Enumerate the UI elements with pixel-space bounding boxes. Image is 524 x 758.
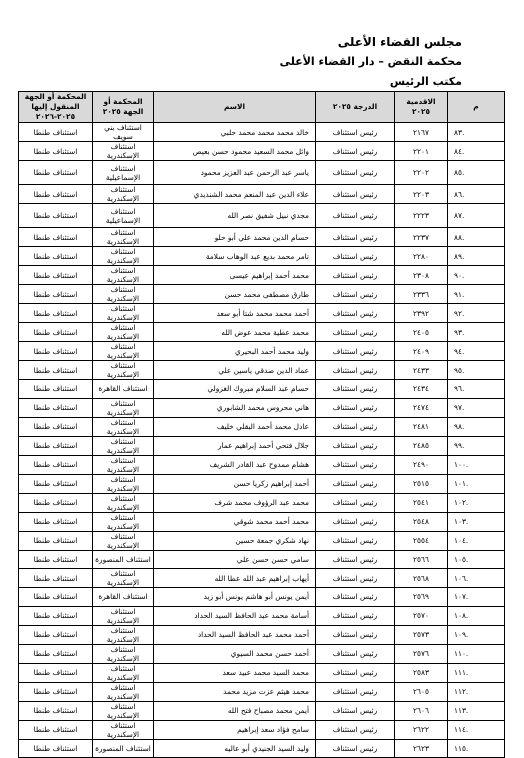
- row-name: عماد الدين صدقي ياسين علي: [154, 361, 316, 380]
- row-number: ٨٩.: [448, 247, 505, 266]
- row-number: ٨٦.: [448, 185, 505, 204]
- row-transfer: استئناف طنطا: [19, 380, 93, 399]
- row-number: ١٠١.: [448, 474, 505, 493]
- row-number: ١١٠.: [448, 644, 505, 663]
- table-row: [19, 380, 505, 399]
- row-seniority: ٢٢٨٠: [395, 247, 448, 266]
- row-name: هشام ممدوح عبد القادر الشريف: [154, 455, 316, 474]
- row-court: استئناف الإسكندرية: [93, 142, 154, 161]
- row-court: استئناف الإسكندرية: [93, 644, 154, 663]
- row-name: محمد السيد محمد عبيد سعد: [154, 663, 316, 682]
- table-row: [19, 493, 505, 512]
- row-transfer: استئناف طنطا: [19, 185, 93, 204]
- row-court: استئناف الإسكندرية: [93, 228, 154, 247]
- row-number: ١١٢.: [448, 682, 505, 701]
- row-seniority: ٢٣٣٦: [395, 285, 448, 304]
- row-seniority: ٢٥٤١: [395, 493, 448, 512]
- row-transfer: استئناف طنطا: [19, 625, 93, 644]
- row-transfer: استئناف طنطا: [19, 285, 93, 304]
- row-name: وليد السيد الجنيدي أبو عاليه: [154, 739, 316, 758]
- row-court: استئناف الإسكندرية: [93, 185, 154, 204]
- row-name: مجدي نبيل شفيق نصر الله: [154, 204, 316, 228]
- row-court: استئناف المنصورة: [93, 739, 154, 758]
- row-name: وائل محمد السعيد محمود حسن بعيص: [154, 142, 316, 161]
- row-seniority: ٢٥٧٦: [395, 644, 448, 663]
- row-transfer: استئناف طنطا: [19, 161, 93, 185]
- row-transfer: استئناف طنطا: [19, 123, 93, 142]
- row-number: ١١٣.: [448, 701, 505, 720]
- row-transfer: استئناف طنطا: [19, 417, 93, 436]
- table-row: [19, 531, 505, 550]
- row-court: استئناف الإسكندرية: [93, 285, 154, 304]
- row-number: ٨٣.: [448, 123, 505, 142]
- row-degree: رئيس استئناف: [316, 204, 395, 228]
- row-degree: رئيس استئناف: [316, 228, 395, 247]
- row-court: استئناف الإسكندرية: [93, 474, 154, 493]
- row-degree: رئيس استئناف: [316, 663, 395, 682]
- row-court: استئناف الإسكندرية: [93, 266, 154, 285]
- row-number: ٩٩.: [448, 436, 505, 455]
- row-court: استئناف المنصورة: [93, 550, 154, 569]
- row-name: أحمد محمد عبد الحافظ السيد الحداد: [154, 625, 316, 644]
- table-row: [19, 663, 505, 682]
- table-row: [19, 266, 505, 285]
- row-transfer: استئناف طنطا: [19, 606, 93, 625]
- row-degree: رئيس استئناف: [316, 398, 395, 417]
- row-seniority: ٢٤٨١: [395, 417, 448, 436]
- row-seniority: ٢٤٨٥: [395, 436, 448, 455]
- row-court: استئناف الإسكندرية: [93, 663, 154, 682]
- row-seniority: ٢٤٣٣: [395, 361, 448, 380]
- row-degree: رئيس استئناف: [316, 266, 395, 285]
- row-number: ٩١.: [448, 285, 505, 304]
- table-row: [19, 701, 505, 720]
- row-court: استئناف الإسكندرية: [93, 436, 154, 455]
- row-seniority: ٢٢٠١: [395, 142, 448, 161]
- row-degree: رئيس استئناف: [316, 720, 395, 739]
- row-court: استئناف الإسكندرية: [93, 361, 154, 380]
- row-name: محمد أحمد محمد شوقي: [154, 512, 316, 531]
- row-name: ياسر عبد الرحمن عبد العزيز محمود: [154, 161, 316, 185]
- row-transfer: استئناف طنطا: [19, 398, 93, 417]
- table-row: [19, 436, 505, 455]
- row-seniority: ٢٥٨٣: [395, 663, 448, 682]
- row-number: ٩٨.: [448, 417, 505, 436]
- row-number: ٩٣.: [448, 323, 505, 342]
- row-degree: رئيس استئناف: [316, 285, 395, 304]
- row-seniority: ٢٤٩٠: [395, 455, 448, 474]
- table-row: [19, 569, 505, 588]
- row-number: ١٠٧.: [448, 588, 505, 607]
- row-seniority: ٢٥٦٩: [395, 588, 448, 607]
- row-court: استئناف الإسماعيلية: [93, 161, 154, 185]
- row-number: ٩٧.: [448, 398, 505, 417]
- table-row: [19, 323, 505, 342]
- row-transfer: استئناف طنطا: [19, 204, 93, 228]
- row-transfer: استئناف طنطا: [19, 531, 93, 550]
- row-court: استئناف الإسكندرية: [93, 493, 154, 512]
- row-court: استئناف الإسكندرية: [93, 531, 154, 550]
- table-row: [19, 474, 505, 493]
- row-seniority: ٢٥٦٨: [395, 569, 448, 588]
- row-seniority: ٢٣٠٨: [395, 266, 448, 285]
- row-number: ١١١.: [448, 663, 505, 682]
- table-row: [19, 185, 505, 204]
- row-degree: رئيس استئناف: [316, 588, 395, 607]
- row-court: استئناف الإسكندرية: [93, 682, 154, 701]
- row-name: أحمد إبراهيم زكريا حسن: [154, 474, 316, 493]
- row-degree: رئيس استئناف: [316, 512, 395, 531]
- row-name: محمد عطية محمد عوض الله: [154, 323, 316, 342]
- table-row: [19, 625, 505, 644]
- row-court: استئناف الإسكندرية: [93, 625, 154, 644]
- row-seniority: ٢٥٥٤: [395, 531, 448, 550]
- table-row: [19, 512, 505, 531]
- row-name: حسام الدين محمد علي أبو حلو: [154, 228, 316, 247]
- row-degree: رئيس استئناف: [316, 304, 395, 323]
- table-row: [19, 285, 505, 304]
- row-transfer: استئناف طنطا: [19, 701, 93, 720]
- row-transfer: استئناف طنطا: [19, 663, 93, 682]
- table-row: [19, 455, 505, 474]
- row-number: ٩٠.: [448, 266, 505, 285]
- row-number: ١١٥.: [448, 739, 505, 758]
- row-name: تامر محمد بديع عبد الوهاب سلامة: [154, 247, 316, 266]
- column-header-degree: الدرجة ٢٠٢٥: [316, 92, 395, 123]
- row-transfer: استئناف طنطا: [19, 644, 93, 663]
- table-row: [19, 228, 505, 247]
- row-name: نهاد شكري جمعة حسين: [154, 531, 316, 550]
- column-header-name: الاسم: [154, 92, 316, 123]
- row-seniority: ٢٤٠٥: [395, 323, 448, 342]
- row-number: ٩٤.: [448, 342, 505, 361]
- row-degree: رئيس استئناف: [316, 417, 395, 436]
- row-court: استئناف القاهرة: [93, 588, 154, 607]
- row-transfer: استئناف طنطا: [19, 228, 93, 247]
- table-row: [19, 161, 505, 185]
- row-transfer: استئناف طنطا: [19, 436, 93, 455]
- row-number: ١٠٩.: [448, 625, 505, 644]
- row-court: استئناف الإسكندرية: [93, 512, 154, 531]
- row-name: أيمن محمد مصباح فتح الله: [154, 701, 316, 720]
- row-seniority: ٢٦٢٢: [395, 720, 448, 739]
- table-row: [19, 361, 505, 380]
- table-row: [19, 304, 505, 323]
- table-body: [19, 123, 505, 758]
- table-row: [19, 550, 505, 569]
- row-degree: رئيس استئناف: [316, 185, 395, 204]
- row-number: ١٠٨.: [448, 606, 505, 625]
- row-court: استئناف الإسكندرية: [93, 701, 154, 720]
- row-seniority: ٢٢٠٣: [395, 185, 448, 204]
- row-degree: رئيس استئناف: [316, 531, 395, 550]
- row-seniority: ٢٥٦٦: [395, 550, 448, 569]
- column-header-seniority: الاقدمية ٢٠٢٥: [395, 92, 448, 123]
- row-name: أسامة محمد عبد الحافظ السيد الحداد: [154, 606, 316, 625]
- row-number: ٩٦.: [448, 380, 505, 399]
- table-row: [19, 342, 505, 361]
- table-row: [19, 204, 505, 228]
- row-transfer: استئناف طنطا: [19, 550, 93, 569]
- row-number: ٨٨.: [448, 228, 505, 247]
- table-row: [19, 606, 505, 625]
- table-row: [19, 142, 505, 161]
- row-seniority: ٢٦٠٦: [395, 701, 448, 720]
- row-degree: رئيس استئناف: [316, 323, 395, 342]
- row-seniority: ٢٥١٥: [395, 474, 448, 493]
- row-name: أيهاب إبراهيم عبد الله عطا الله: [154, 569, 316, 588]
- row-transfer: استئناف طنطا: [19, 720, 93, 739]
- row-court: استئناف الإسكندرية: [93, 323, 154, 342]
- row-name: أيمن يونس أبو هاشم يونس أبو زيد: [154, 588, 316, 607]
- row-seniority: ٢٥٧٣: [395, 625, 448, 644]
- row-seniority: ٢٤٠٩: [395, 342, 448, 361]
- row-transfer: استئناف طنطا: [19, 455, 93, 474]
- row-degree: رئيس استئناف: [316, 142, 395, 161]
- row-name: هاني محروس محمد الشابوري: [154, 398, 316, 417]
- column-header-court: المحكمة أو الجهة ٢٠٢٥: [93, 92, 154, 123]
- row-name: محمد عبد الرؤوف محمد شرف: [154, 493, 316, 512]
- row-transfer: استئناف طنطا: [19, 342, 93, 361]
- row-number: ٩٢.: [448, 304, 505, 323]
- row-court: استئناف الإسكندرية: [93, 569, 154, 588]
- row-degree: رئيس استئناف: [316, 569, 395, 588]
- transfers-table: [18, 91, 505, 758]
- row-number: ١٠٤.: [448, 531, 505, 550]
- row-degree: رئيس استئناف: [316, 474, 395, 493]
- row-degree: رئيس استئناف: [316, 606, 395, 625]
- row-transfer: استئناف طنطا: [19, 361, 93, 380]
- table-row: [19, 398, 505, 417]
- row-number: ١٠٦.: [448, 569, 505, 588]
- row-court: استئناف الإسماعيلية: [93, 204, 154, 228]
- row-number: ٩٥.: [448, 361, 505, 380]
- row-degree: رئيس استئناف: [316, 701, 395, 720]
- row-transfer: استئناف طنطا: [19, 588, 93, 607]
- row-court: استئناف الإسكندرية: [93, 720, 154, 739]
- row-transfer: استئناف طنطا: [19, 142, 93, 161]
- row-name: أحمد محمد محمد شتا أبو سعد: [154, 304, 316, 323]
- table-row: [19, 682, 505, 701]
- table-row: [19, 417, 505, 436]
- row-degree: رئيس استئناف: [316, 455, 395, 474]
- row-degree: رئيس استئناف: [316, 342, 395, 361]
- row-court: استئناف الإسكندرية: [93, 304, 154, 323]
- row-name: سامي حسن حسن علي: [154, 550, 316, 569]
- court-title: محكمة النقض – دار القضاء الأعلى: [279, 55, 462, 68]
- row-name: حسام عبد السلام مبروك الغزولي: [154, 380, 316, 399]
- row-transfer: استئناف طنطا: [19, 247, 93, 266]
- row-seniority: ٢٤٧٤: [395, 398, 448, 417]
- row-transfer: استئناف طنطا: [19, 323, 93, 342]
- table-row: [19, 588, 505, 607]
- row-court: استئناف الإسكندرية: [93, 247, 154, 266]
- row-name: وليد محمد أحمد البحيري: [154, 342, 316, 361]
- row-transfer: استئناف طنطا: [19, 304, 93, 323]
- document-header: [242, 32, 462, 92]
- row-degree: رئيس استئناف: [316, 436, 395, 455]
- row-degree: رئيس استئناف: [316, 380, 395, 399]
- row-seniority: ٢٦٢٣: [395, 739, 448, 758]
- office-title: مكتب الرئيس: [389, 75, 462, 88]
- row-degree: رئيس استئناف: [316, 493, 395, 512]
- row-name: سامح فؤاد سعد إبراهيم: [154, 720, 316, 739]
- row-degree: رئيس استئناف: [316, 644, 395, 663]
- row-transfer: استئناف طنطا: [19, 512, 93, 531]
- row-court: استئناف الإسكندرية: [93, 606, 154, 625]
- council-title: مجلس القضاء الأعلى: [337, 35, 462, 49]
- row-seniority: ٢٥٧٠: [395, 606, 448, 625]
- table-row: [19, 644, 505, 663]
- row-seniority: ٢٤٣٤: [395, 380, 448, 399]
- row-transfer: استئناف طنطا: [19, 474, 93, 493]
- row-name: جلال فتحي أحمد إبراهيم عمار: [154, 436, 316, 455]
- column-header-no: م: [448, 92, 505, 123]
- row-court: استئناف الإسكندرية: [93, 455, 154, 474]
- row-number: ٨٧.: [448, 204, 505, 228]
- row-court: استئناف الإسكندرية: [93, 417, 154, 436]
- row-court: استئناف الإسكندرية: [93, 342, 154, 361]
- row-degree: رئيس استئناف: [316, 247, 395, 266]
- row-court: استئناف الإسكندرية: [93, 398, 154, 417]
- row-name: محمد أحمد إبراهيم عيسى: [154, 266, 316, 285]
- row-seniority: ٢٦٠٥: [395, 682, 448, 701]
- row-seniority: ٢٥٤٨: [395, 512, 448, 531]
- table-row: [19, 720, 505, 739]
- row-degree: رئيس استئناف: [316, 739, 395, 758]
- row-name: طارق مصطفى محمد حسن: [154, 285, 316, 304]
- table-header-row: [19, 92, 505, 123]
- row-transfer: استئناف طنطا: [19, 266, 93, 285]
- row-seniority: ٢٢٣٧: [395, 228, 448, 247]
- row-seniority: ٢٢٠٢: [395, 161, 448, 185]
- row-degree: رئيس استئناف: [316, 682, 395, 701]
- row-transfer: استئناف طنطا: [19, 493, 93, 512]
- row-number: ١٠٣.: [448, 512, 505, 531]
- row-court: استئناف بني سويف: [93, 123, 154, 142]
- row-name: عادل محمد أحمد البقلي خليف: [154, 417, 316, 436]
- row-name: محمد هيثم عزت مزيد محمد: [154, 682, 316, 701]
- row-transfer: استئناف طنطا: [19, 739, 93, 758]
- row-number: ١١٤.: [448, 720, 505, 739]
- column-header-transfer: المحكمة أو الجهة المنقول إليها ٢٠٢٥-٢٠٢٦: [19, 92, 93, 123]
- row-transfer: استئناف طنطا: [19, 569, 93, 588]
- row-seniority: ٢١٦٧: [395, 123, 448, 142]
- row-transfer: استئناف طنطا: [19, 682, 93, 701]
- row-number: ١٠٠.: [448, 455, 505, 474]
- row-degree: رئيس استئناف: [316, 161, 395, 185]
- table-row: [19, 739, 505, 758]
- row-seniority: ٢٣٩٢: [395, 304, 448, 323]
- row-degree: رئيس استئناف: [316, 550, 395, 569]
- row-number: ٨٤.: [448, 142, 505, 161]
- row-degree: رئيس استئناف: [316, 123, 395, 142]
- table-row: [19, 123, 505, 142]
- row-name: أحمد حسن محمد السيوي: [154, 644, 316, 663]
- row-number: ١٠٥.: [448, 550, 505, 569]
- row-name: علاء الدين عبد المنعم محمد الشنديدي: [154, 185, 316, 204]
- row-degree: رئيس استئناف: [316, 625, 395, 644]
- row-number: ٨٥.: [448, 161, 505, 185]
- row-number: ١٠٢.: [448, 493, 505, 512]
- row-name: خالد محمد محمد محمد حلبي: [154, 123, 316, 142]
- row-court: استئناف القاهرة: [93, 380, 154, 399]
- table-row: [19, 247, 505, 266]
- row-seniority: ٢٢٢٣: [395, 204, 448, 228]
- row-degree: رئيس استئناف: [316, 361, 395, 380]
